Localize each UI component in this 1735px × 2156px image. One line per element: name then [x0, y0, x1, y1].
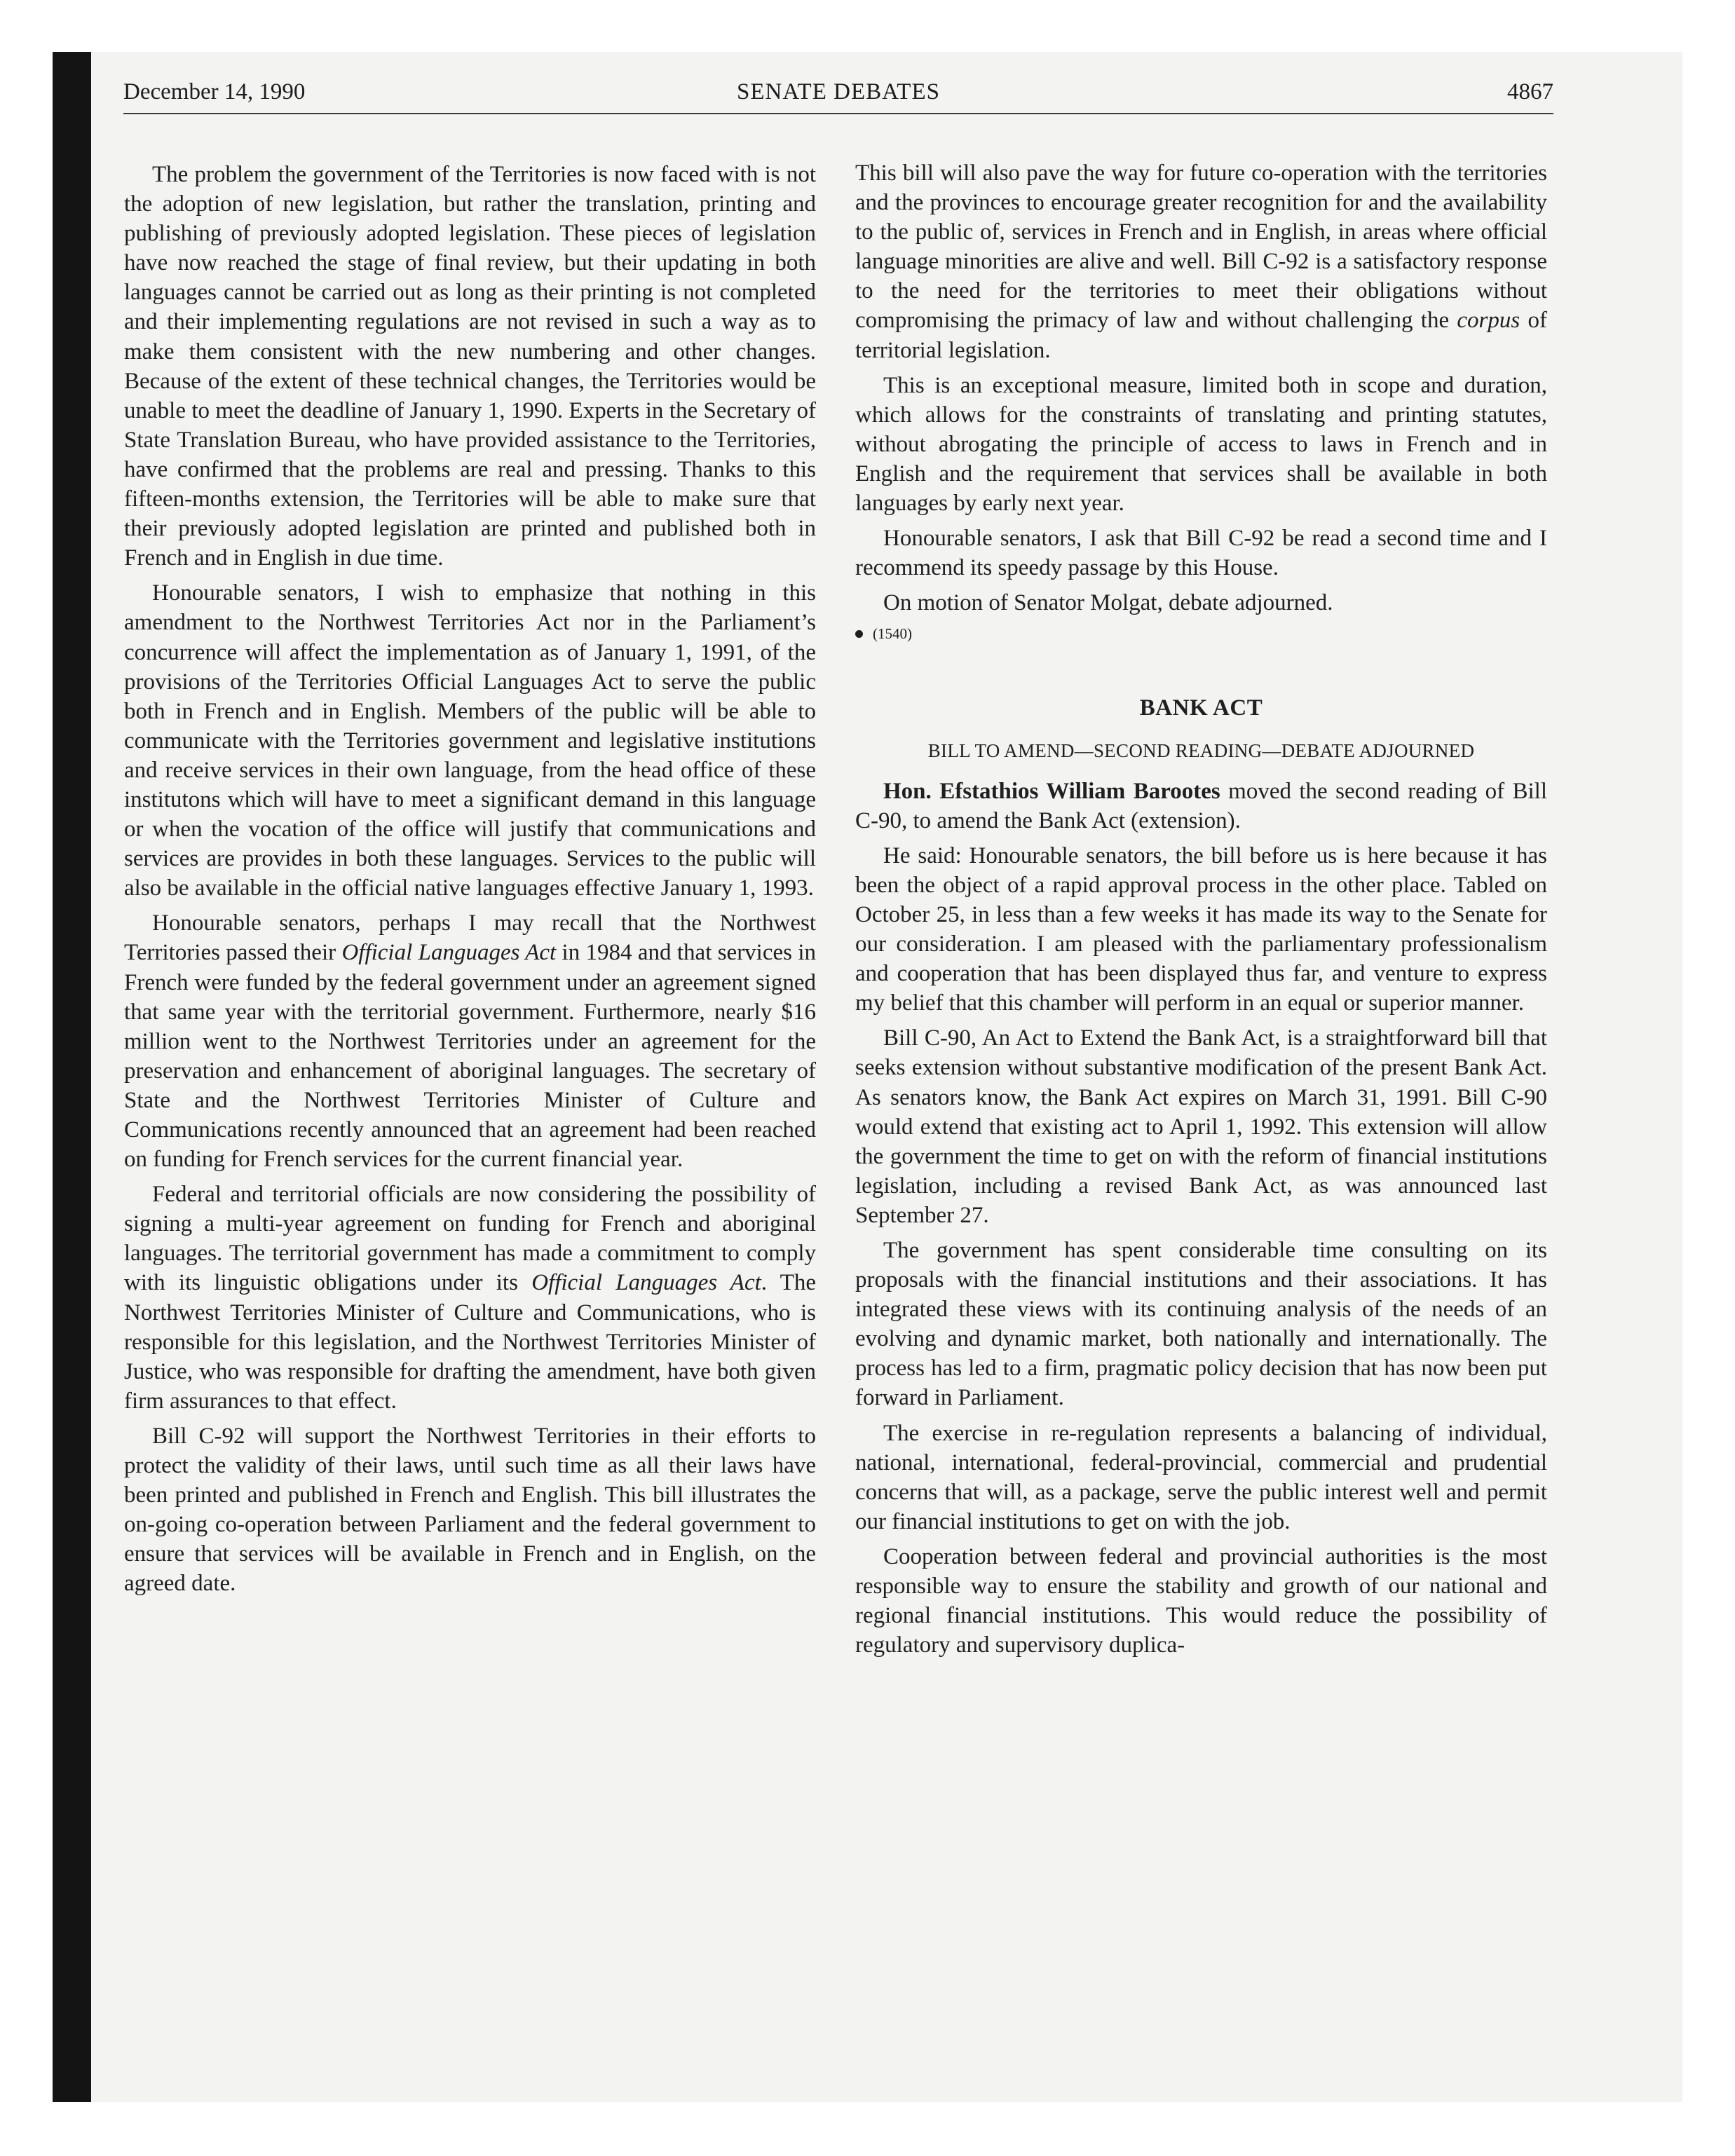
paragraph: The exercise in re-regulation represents a balancing of individual, national, international, federal-provincial, commercial and prudential concerns that will, as a package, serve the public interest well and permit our financial institutions to get on with the job.	[855, 1420, 1547, 1534]
paragraph	[124, 1180, 816, 1416]
paragraph: This is an exceptional measure, limited both in scope and duration, which allows for the constraints of translating and printing statutes, without abrogating the principle of access to laws in French and in English and the requirement that services shall be available in both languages by early next year.	[855, 372, 1547, 517]
paragraph	[855, 158, 1547, 365]
paragraph	[124, 908, 816, 1174]
time-marker-text: (1540)	[873, 625, 912, 643]
paragraph: Cooperation between federal and provincial authorities is the most responsible way to ensure the stability and growth of our national and regional financial institutions. This would reduce the possibility of regulatory and supervisory duplica-	[855, 1543, 1547, 1658]
paragraph: The problem the government of the Territories is now faced with is not the adoption of new legislation, but rather the translation, printing and publishing of previously adopted legislation. These pieces of legislation have now reached the stage of final review, but their updating in both languages cannot be carried out as long as their printing is not completed and their implementing regulations are not revised in such a way as to make them consistent with the new numbering and other changes. Because of the extent of these technical changes, the Territories would be unable to meet the deadline of January 1, 1990. Experts in the Secretary of State Translation Bureau, who have provided assistance to the Territories, have confirmed that the problems are real and pressing. Thanks to this fifteen-months extension, the Territories will be able to make sure that their previously adopted legislation are printed and published both in French and in English in due time.	[124, 162, 816, 571]
section-subheading: BILL TO AMEND—SECOND READING—DEBATE ADJOURNED	[927, 739, 1475, 761]
act-title-italic: Official Languages Act	[341, 940, 557, 966]
left-column	[124, 160, 816, 1604]
paragraph: He said: Honourable senators, the bill before us is here because it has been the object of a rapid approval process in the other place. Tabled on October 25, in less than a few weeks it has made its way to the Senate for our consideration. I am pleased with the parliamentary professionalism and cooperation that has been displayed thus far, and venture to express my belief that this chamber will perform in an equal or superior manner.	[855, 842, 1547, 1016]
time-marker	[855, 623, 1547, 644]
binding-edge-shadow	[53, 52, 91, 2102]
paragraph-text: moved the second reading of Bill C-90, to amend the Bank Act (extension).	[855, 778, 1547, 833]
header-title: SENATE DEBATES	[737, 79, 940, 104]
act-title-italic: Official Languages Act	[531, 1270, 761, 1296]
paragraph-text: of territorial legislation.	[855, 308, 1547, 363]
right-column	[855, 158, 1547, 1665]
header-date: December 14, 1990	[123, 79, 306, 104]
paragraph: Honourable senators, I wish to emphasize that nothing in this amendment to the Northwest Territories Act nor in the Parliament’s concurrence will affect the implementation as of January 1, 1991, of the provisions of the Territories Official Languages Act to serve the public both in French and in English. Members of the public will be able to communicate with the Territories government and legislative institutions and receive services in their own language, from the head office of these institutons which will have to meet a significant demand in this language or when the vocation of the office will justify that communications and services are provides in both these languages. Services to the public will also be available in the official native languages effective January 1, 1993.	[124, 580, 816, 901]
paragraph-text: in 1984 and that services in French were funded by the federal government under an agreement signed that same year with the territorial government. Furthermore, nearly $16 million went to the Northwest Territories under an agreement for the preservation and enhancement of aboriginal languages. The secretary of State and the Northwest Territories Minister of Culture and Communications recently announced that an agreement had been reached on funding for French services for the current financial year.	[124, 940, 816, 1173]
paragraph: Honourable senators, I ask that Bill C-92 be read a second time and I recommend its speedy passage by this House.	[855, 526, 1547, 581]
paragraph-text: . The Northwest Territories Minister of Culture and Communications, who is responsible for this legislation, and the Northwest Territories Minister of Justice, who was responsible for drafting the amendment, have both given firm assurances to that effect.	[124, 1270, 816, 1414]
paragraph	[855, 777, 1547, 835]
paragraph-text: This bill will also pave the way for future co-operation with the territories and the provinces to encourage greater recognition for and the availability to the public of, services in French and in English, in areas where official language minorities are alive and well. Bill C-92 is a satisfactory response to the need for the territories to meet their obligations without compromising the primacy of law and without challenging the	[855, 161, 1547, 334]
running-header	[123, 74, 1553, 114]
motion-paragraph: On motion of Senator Molgat, debate adjourned.	[883, 590, 1333, 616]
page-number: 4867	[1507, 79, 1553, 104]
corpus-italic: corpus	[1457, 308, 1520, 334]
paragraph: The government has spent considerable time consulting on its proposals with the financial institutions and their associations. It has integrated these views with its continuing analysis of the needs of an evolving and dynamic market, both nationally and internationally. The process has led to a firm, pragmatic policy decision that has now been put forward in Parliament.	[855, 1238, 1547, 1411]
section-heading: BANK ACT	[1139, 695, 1263, 721]
bullet-icon	[855, 630, 863, 638]
paragraph: Bill C-92 will support the Northwest Territories in their efforts to protect the validity of their laws, until such time as all their laws have been printed and published in French and English. This bill illustrates the on-going co-operation between Parliament and the federal government to ensure that services will be available in French and in English, on the agreed date.	[124, 1423, 816, 1597]
paragraph-text: Honourable senators, perhaps I may recall that the Northwest Territories passed their	[124, 910, 816, 966]
speaker-name: Hon. Efstathios William Barootes	[883, 778, 1220, 804]
paragraph: Bill C-90, An Act to Extend the Bank Act, is a straightforward bill that seeks extension without substantive modification of the present Bank Act. As senators know, the Bank Act expires on March 31, 1991. Bill C-90 would extend that existing act to April 1, 1992. This extension will allow the government the time to get on with the reform of financial institutions legislation, including a revised Bank Act, as was announced last September 27.	[855, 1025, 1547, 1228]
paragraph-text: Federal and territorial officials are now considering the possibility of signing a multi-year agreement on funding for French and aboriginal languages. The territorial government has made a commitment to comply with its linguistic obligations under its	[124, 1182, 816, 1296]
